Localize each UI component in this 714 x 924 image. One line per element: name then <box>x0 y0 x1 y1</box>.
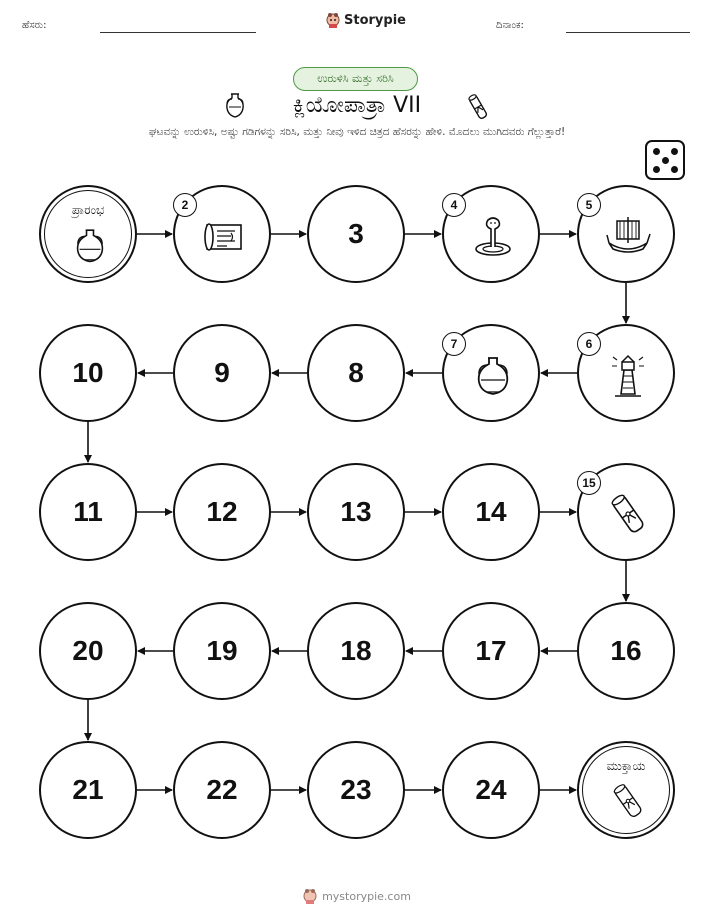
space-number: 11 <box>73 496 103 527</box>
space-number-badge: 15 <box>577 471 601 495</box>
space-number-badge: 7 <box>442 332 466 356</box>
board-space <box>173 324 271 422</box>
space-number: 24 <box>475 774 507 805</box>
footer-url[interactable]: mystorypie.com <box>322 889 411 903</box>
space-number: 20 <box>72 635 104 666</box>
space-number: 17 <box>475 635 507 666</box>
board-space <box>39 324 137 422</box>
board-space <box>577 602 675 700</box>
board-space <box>39 185 137 283</box>
board-space <box>442 602 540 700</box>
space-label: ಪ್ರಾರಂಭ <box>71 203 105 217</box>
space-number: 3 <box>348 218 364 249</box>
space-number: 9 <box>214 357 230 388</box>
page-title: ಕ್ಲಿಯೋಪಾತ್ರಾ VII <box>292 93 422 118</box>
board-space <box>307 185 405 283</box>
instructions-text: ಘಟವನ್ನು ಉರುಳಿಸಿ, ಅಷ್ಟು ಗಡಿಗಳನ್ನು ಸರಿಸಿ, ಮತ್ತು ನೀವು ಇಳಿದ ಚಿತ್ರದ ಹೆಸರನ್ನು ಹೇಳಿ. ಮೊದಲು ಮುಗಿದವರು ಗೆಲ್ಲುತ್ತಾರೆ! <box>148 126 566 138</box>
lighthouse-icon <box>605 352 651 398</box>
space-label: ಮುಕ್ತಾಯ <box>606 759 646 773</box>
space-number: 13 <box>340 496 372 527</box>
space-number: 8 <box>348 357 364 388</box>
space-number: 14 <box>475 496 507 527</box>
space-number: 18 <box>340 635 372 666</box>
logo-text: Storypie <box>344 12 406 28</box>
scroll-icon <box>605 491 651 537</box>
space-number: 23 <box>340 774 372 805</box>
space-number-badge: 6 <box>577 332 601 356</box>
storypie-mascot-icon <box>303 888 317 904</box>
board-space <box>442 185 540 283</box>
board-space <box>307 741 405 839</box>
board-space <box>442 324 540 422</box>
space-number: 10 <box>72 357 104 388</box>
board-space <box>173 741 271 839</box>
space-number-badge: 4 <box>442 193 466 217</box>
board-space <box>577 741 675 839</box>
space-number-badge: 2 <box>173 193 197 217</box>
space-number-badge: 5 <box>577 193 601 217</box>
ship-icon <box>605 213 651 259</box>
board-space <box>442 741 540 839</box>
game-type-tag: ಉರುಳಿಸಿ ಮತ್ತು ಸರಿಸಿ <box>293 67 418 91</box>
board-space <box>39 602 137 700</box>
space-number: 22 <box>206 774 238 805</box>
board-space <box>173 185 271 283</box>
vase-icon <box>70 225 110 265</box>
board-space <box>39 463 137 561</box>
papyrus-scroll-icon <box>201 213 247 259</box>
scroll-icon <box>608 781 648 821</box>
board-space <box>577 324 675 422</box>
board-space <box>307 463 405 561</box>
date-label: ದಿನಾಂಕ: <box>496 20 524 31</box>
board-space <box>577 185 675 283</box>
board-space <box>577 463 675 561</box>
space-number: 21 <box>72 774 104 805</box>
space-number: 19 <box>206 635 238 666</box>
space-number: 12 <box>206 496 238 527</box>
footer <box>0 888 714 904</box>
board-space <box>307 602 405 700</box>
space-number: 16 <box>610 635 642 666</box>
cobra-icon <box>470 213 516 259</box>
board-space <box>173 463 271 561</box>
board-space <box>307 324 405 422</box>
board-space <box>39 741 137 839</box>
name-label: ಹೆಸರು: <box>22 20 47 31</box>
board-space <box>173 602 271 700</box>
vase-icon <box>470 352 516 398</box>
board-space <box>442 463 540 561</box>
